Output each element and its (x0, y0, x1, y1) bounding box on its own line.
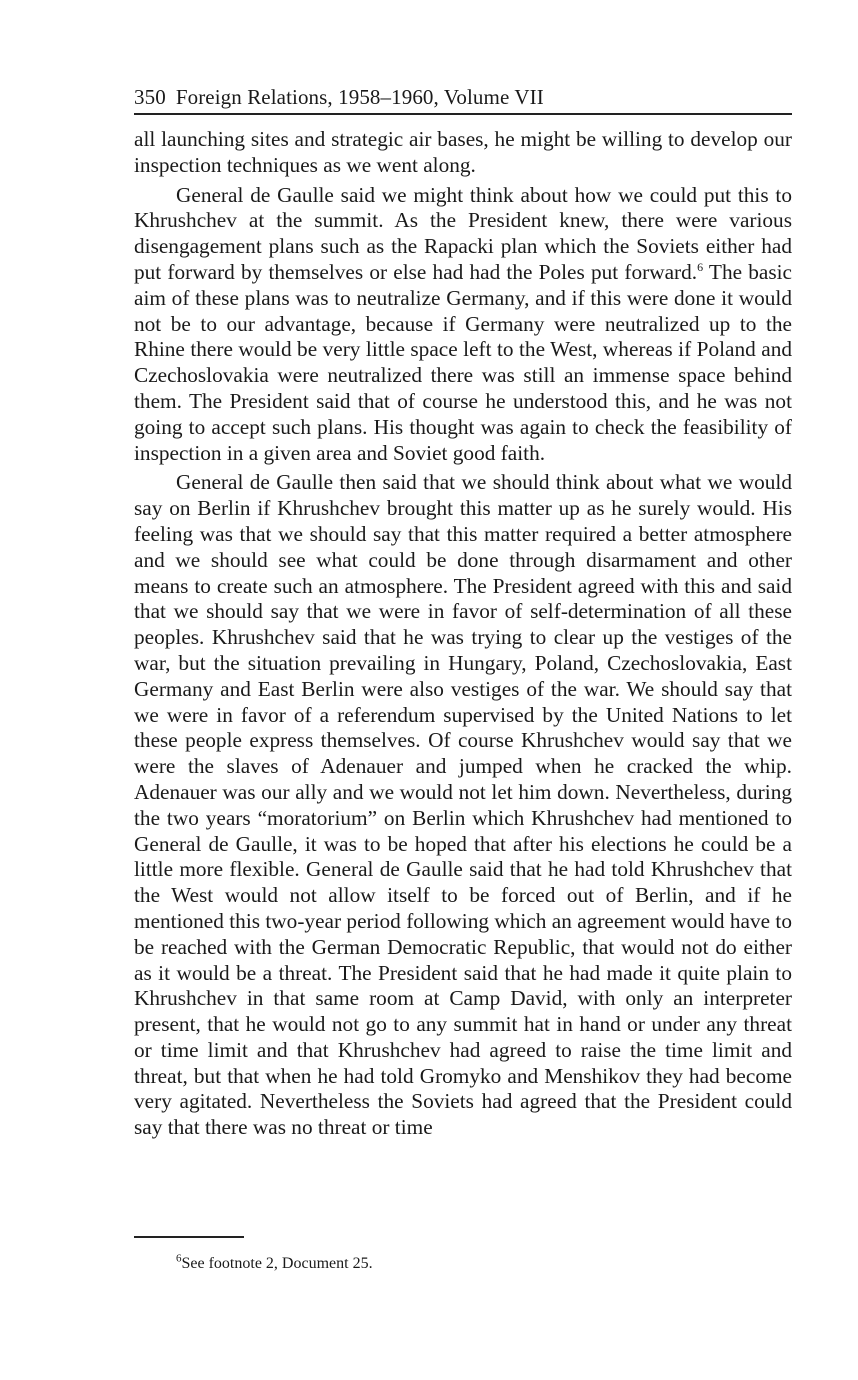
paragraph-text: General de Gaulle said we might think about how we could put this to Khrushchev at the summit. As the President knew, there were various disengagement plans such as the Rapacki plan which the Soviets either had put forward by themselves or else had had the Poles put forward. (134, 182, 792, 284)
footnote-number: 6 (176, 1252, 182, 1265)
running-header (134, 84, 792, 115)
footnote-reference[interactable]: 6 (697, 259, 704, 274)
volume-title: Foreign Relations, 1958–1960, Volume VII (175, 85, 544, 109)
document-page (134, 84, 792, 1145)
paragraph-berlin: General de Gaulle then said that we should think about what we would say on Berlin if Khrushchev brought this matter up as he surely would. His feeling was that we should say that this matter required a better atmosphere and we should see what could be done through disarmament and other means to create such an atmosphere. The President agreed with this and said that we should say that we were in favor of self-determination of all these peoples. Khrushchev said that he was trying to clear up the vestiges of the war, but the situation prevailing in Hungary, Poland, Czechoslovakia, East Germany and East Berlin were also vestiges of the war. We should say that we were in favor of a referendum supervised by the United Nations to let these people express themselves. Of course Khrushchev would say that we were the slaves of Adenauer and jumped when he cracked the whip. Adenauer was our ally and we would not let him down. Nevertheless, during the two years “moratorium” on Berlin which Khrushchev had mentioned to General de Gaulle, it was to be hoped that after his elections he could be a little more flexible. General de Gaulle said that he had told Khrushchev that the West would not allow itself to be forced out of Berlin, and if he mentioned this two-year period following which an agreement would have to be reached with the German Democratic Republic, that would not do either as it would be a threat. The President said that he had made it quite plain to Khrushchev in that same room at Camp David, with only an interpreter present, that he would not go to any summit hat in hand or under any threat or time limit and that Khrushchev had agreed to raise the time limit and threat, but that when he had told Gromyko and Menshikov they had become very agitated. Nevertheless the Soviets had agreed that the President could say that there was no threat or time (134, 470, 792, 1140)
footnote-divider (134, 1236, 244, 1238)
footnote (176, 1254, 373, 1274)
footnote-text: See footnote 2, Document 25. (181, 1255, 373, 1272)
paragraph-text: The basic aim of these plans was to neutralize Germany, and if this were done it would not be to our advantage, because if Germany were neutralized up to the Rhine there would be very little space left to the West, whereas if Poland and Czechoslovakia were neutralized there was still an immense space behind them. The President said that of course he understood this, and he was not going to accept such plans. His thought was again to check the feasibility of inspection in a given area and Soviet good faith. (134, 259, 792, 465)
body-text (134, 127, 792, 1141)
page-number: 350 (134, 85, 166, 109)
paragraph-continuation: all launching sites and strategic air bases, he might be willing to develop our inspection techniques as we went along. (134, 127, 792, 177)
paragraph-disengagement (134, 183, 792, 467)
